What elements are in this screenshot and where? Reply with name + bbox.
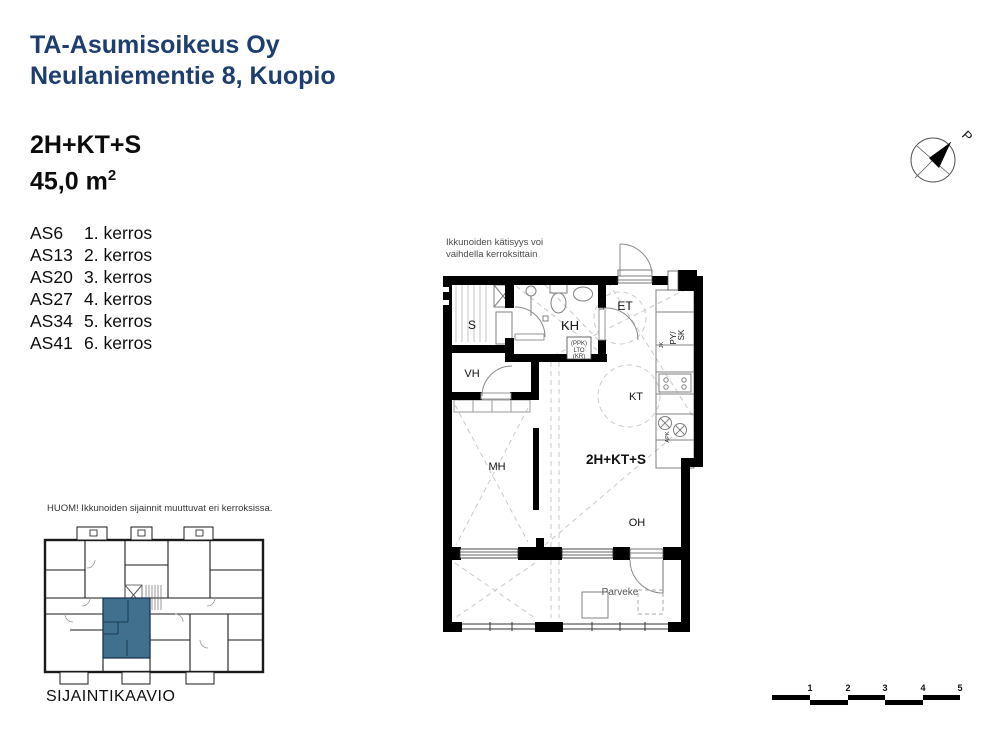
balcony-reserved-area — [638, 590, 663, 614]
balcony-door-threshold — [630, 549, 663, 558]
floor-label: 6. kerros — [84, 333, 153, 353]
stove — [659, 374, 691, 392]
apartment-type: 2H+KT+S — [30, 131, 142, 159]
closet-door — [481, 393, 511, 399]
balcony-glazing — [462, 622, 668, 631]
apartment-code: AS41 — [30, 333, 73, 353]
company-name: TA-Asumisoikeus Oy — [30, 31, 280, 59]
north-pointer — [929, 142, 951, 168]
scale-label: 1 — [807, 683, 813, 693]
wardrobe — [454, 400, 530, 412]
scale-label: 2 — [845, 683, 851, 693]
floor-list — [30, 222, 152, 354]
windows-and-doors — [460, 244, 668, 631]
toilet-bowl — [551, 293, 566, 313]
fridge-label: JK — [659, 341, 665, 349]
floor-list-row — [30, 332, 152, 354]
page-title — [30, 30, 336, 92]
room-label-balcony: Parveke — [601, 587, 639, 598]
bedroom-window — [460, 549, 518, 558]
plan-apartment-type: 2H+KT+S — [585, 452, 647, 467]
room-label-bathroom: KH — [560, 318, 580, 333]
bathroom-door — [599, 308, 605, 340]
sauna-door — [515, 334, 544, 340]
floor-label: 4. kerros — [84, 289, 153, 309]
scale-label: 4 — [920, 683, 926, 693]
north-label: P — [958, 127, 976, 145]
apartment-code: AS6 — [30, 223, 64, 243]
highlighted-unit — [103, 598, 150, 658]
room-label-kitchen: KT — [628, 391, 644, 403]
appliance-label-ppk: (PPK) — [570, 341, 588, 347]
bathroom-sink — [574, 287, 593, 301]
scale-label: 3 — [882, 683, 888, 693]
floor-list-row — [30, 310, 152, 332]
site-plan-caption: SIJAINTIKAAVIO — [46, 688, 176, 705]
duct-label: LRK — [600, 298, 606, 310]
scale-bar — [762, 670, 967, 710]
apartment-area — [30, 167, 116, 196]
appliance-label-lto: LTO — [573, 348, 585, 354]
site-plan — [38, 515, 273, 695]
scale-bar-labels — [807, 683, 962, 693]
compass-north-icon — [895, 112, 980, 197]
cabinet-label-py: PY/ — [669, 331, 678, 345]
kitchen-cabinets — [656, 290, 694, 468]
apartment-code: AS27 — [30, 289, 73, 309]
apartment-code: AS20 — [30, 267, 73, 287]
floor-label: 3. kerros — [84, 267, 153, 287]
appliance-label-kr: (KR) — [572, 354, 586, 360]
apartment-floor-plan — [438, 230, 710, 640]
living-room-window — [562, 549, 613, 558]
site-plan-note: HUOM! Ikkunoiden sijainnit muuttuvat eri kerroksissa. — [47, 503, 273, 514]
room-label-entry: ET — [617, 299, 633, 313]
scale-bar-segments — [772, 695, 960, 705]
floor-list-row — [30, 244, 152, 266]
room-label-living-room: OH — [628, 517, 646, 529]
room-label-sauna: S — [467, 318, 477, 332]
area-exponent: 2 — [107, 167, 117, 184]
sauna-benches — [456, 285, 486, 342]
floor-drain — [543, 316, 548, 321]
floor-list-row — [30, 222, 152, 244]
apartment-code: AS34 — [30, 311, 73, 331]
area-value: 45,0 m — [30, 167, 108, 196]
shower-head — [526, 286, 536, 296]
apartment-code: AS13 — [30, 245, 73, 265]
window-note-line2: vaihdella kerroksittain — [446, 249, 538, 260]
floor-label: 1. kerros — [84, 223, 153, 243]
room-label-bedroom: MH — [488, 461, 506, 473]
dishwasher-label: APK — [665, 431, 671, 443]
scale-label: 5 — [957, 683, 963, 693]
building-outline — [45, 527, 263, 684]
entrance-threshold — [618, 270, 652, 283]
floor-list-row — [30, 288, 152, 310]
fixtures — [454, 283, 694, 618]
window-note-line1: Ikkunoiden kätisyys voi — [446, 237, 544, 248]
room-label-closet: VH — [464, 368, 480, 380]
cabinet-label-sk: SK — [677, 329, 686, 341]
floor-label: 2. kerros — [84, 245, 153, 265]
floor-label: 5. kerros — [84, 311, 153, 331]
address: Neulaniementie 8, Kuopio — [30, 62, 336, 90]
floor-list-row — [30, 266, 152, 288]
